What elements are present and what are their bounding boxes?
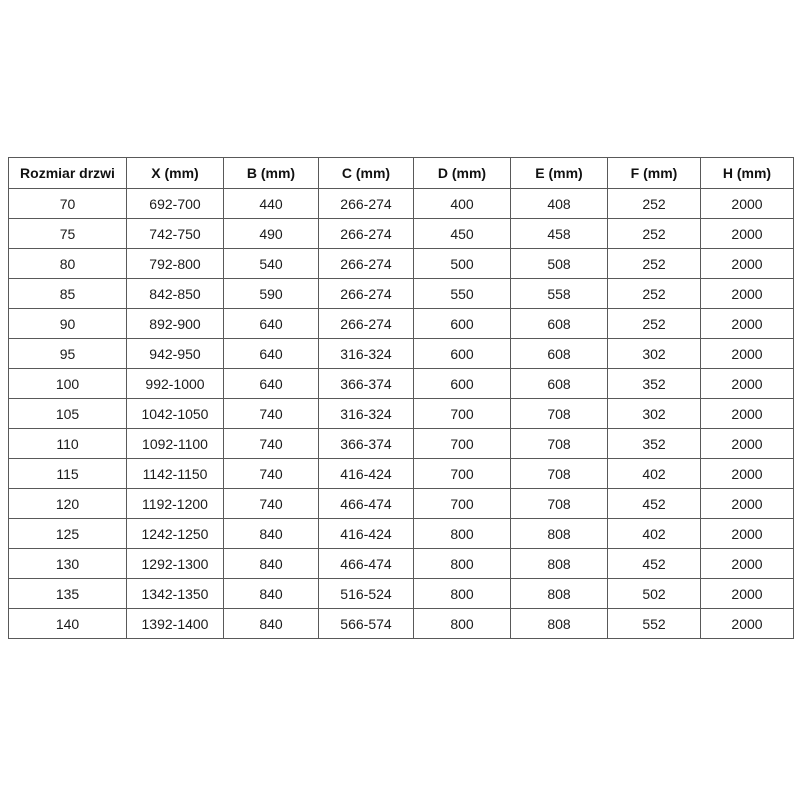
door-size-table	[8, 157, 794, 639]
table-cell: 840	[224, 579, 319, 609]
table-row	[9, 429, 794, 459]
table-cell: 140	[9, 609, 127, 639]
table-cell: 1292-1300	[127, 549, 224, 579]
table-cell: 1242-1250	[127, 519, 224, 549]
table-cell: 500	[414, 249, 511, 279]
table-cell: 808	[511, 579, 608, 609]
table-cell: 1392-1400	[127, 609, 224, 639]
table-cell: 1142-1150	[127, 459, 224, 489]
table-cell: 566-574	[319, 609, 414, 639]
table-cell: 252	[608, 219, 701, 249]
column-header: H (mm)	[701, 158, 794, 189]
table-cell: 1192-1200	[127, 489, 224, 519]
table-cell: 2000	[701, 579, 794, 609]
table-cell: 708	[511, 399, 608, 429]
table-cell: 252	[608, 279, 701, 309]
table-cell: 105	[9, 399, 127, 429]
table-cell: 90	[9, 309, 127, 339]
table-row	[9, 309, 794, 339]
table-row	[9, 549, 794, 579]
table-cell: 2000	[701, 189, 794, 219]
table-cell: 558	[511, 279, 608, 309]
table-cell: 366-374	[319, 429, 414, 459]
table-cell: 352	[608, 429, 701, 459]
table-cell: 590	[224, 279, 319, 309]
table-cell: 2000	[701, 609, 794, 639]
table-cell: 640	[224, 339, 319, 369]
table-cell: 1042-1050	[127, 399, 224, 429]
table-cell: 700	[414, 489, 511, 519]
table-cell: 2000	[701, 459, 794, 489]
column-header: E (mm)	[511, 158, 608, 189]
table-cell: 692-700	[127, 189, 224, 219]
table-row	[9, 489, 794, 519]
table-cell: 552	[608, 609, 701, 639]
table-row	[9, 399, 794, 429]
table-cell: 452	[608, 549, 701, 579]
table-cell: 508	[511, 249, 608, 279]
table-cell: 502	[608, 579, 701, 609]
column-header: B (mm)	[224, 158, 319, 189]
table-cell: 2000	[701, 219, 794, 249]
table-cell: 266-274	[319, 249, 414, 279]
table-cell: 942-950	[127, 339, 224, 369]
table-cell: 2000	[701, 489, 794, 519]
table-cell: 130	[9, 549, 127, 579]
table-cell: 708	[511, 489, 608, 519]
table-cell: 2000	[701, 249, 794, 279]
table-cell: 800	[414, 609, 511, 639]
table-cell: 808	[511, 609, 608, 639]
table-cell: 708	[511, 459, 608, 489]
table-cell: 125	[9, 519, 127, 549]
table-cell: 115	[9, 459, 127, 489]
table-cell: 800	[414, 579, 511, 609]
table-cell: 808	[511, 549, 608, 579]
door-size-table-wrapper	[8, 157, 793, 639]
table-cell: 742-750	[127, 219, 224, 249]
table-cell: 266-274	[319, 189, 414, 219]
table-cell: 700	[414, 429, 511, 459]
table-cell: 100	[9, 369, 127, 399]
table-cell: 80	[9, 249, 127, 279]
table-cell: 600	[414, 339, 511, 369]
table-cell: 516-524	[319, 579, 414, 609]
table-cell: 600	[414, 309, 511, 339]
column-header: D (mm)	[414, 158, 511, 189]
column-header: Rozmiar drzwi	[9, 158, 127, 189]
table-cell: 266-274	[319, 279, 414, 309]
table-header-row	[9, 158, 794, 189]
table-cell: 2000	[701, 369, 794, 399]
table-cell: 700	[414, 459, 511, 489]
table-row	[9, 459, 794, 489]
table-row	[9, 609, 794, 639]
table-cell: 135	[9, 579, 127, 609]
table-cell: 550	[414, 279, 511, 309]
table-cell: 608	[511, 339, 608, 369]
table-cell: 840	[224, 609, 319, 639]
table-cell: 416-424	[319, 459, 414, 489]
table-cell: 2000	[701, 429, 794, 459]
table-cell: 800	[414, 549, 511, 579]
table-row	[9, 219, 794, 249]
table-cell: 352	[608, 369, 701, 399]
table-row	[9, 369, 794, 399]
table-cell: 700	[414, 399, 511, 429]
table-cell: 452	[608, 489, 701, 519]
table-cell: 540	[224, 249, 319, 279]
table-cell: 740	[224, 459, 319, 489]
table-cell: 366-374	[319, 369, 414, 399]
table-cell: 608	[511, 309, 608, 339]
table-cell: 302	[608, 339, 701, 369]
table-cell: 75	[9, 219, 127, 249]
table-body	[9, 189, 794, 639]
table-header	[9, 158, 794, 189]
table-cell: 640	[224, 309, 319, 339]
table-cell: 2000	[701, 399, 794, 429]
table-row	[9, 249, 794, 279]
table-cell: 2000	[701, 279, 794, 309]
table-cell: 1092-1100	[127, 429, 224, 459]
table-cell: 85	[9, 279, 127, 309]
table-cell: 2000	[701, 519, 794, 549]
table-cell: 120	[9, 489, 127, 519]
table-cell: 740	[224, 399, 319, 429]
table-cell: 2000	[701, 309, 794, 339]
column-header: X (mm)	[127, 158, 224, 189]
table-cell: 402	[608, 459, 701, 489]
table-cell: 266-274	[319, 219, 414, 249]
table-cell: 70	[9, 189, 127, 219]
table-cell: 600	[414, 369, 511, 399]
table-cell: 708	[511, 429, 608, 459]
table-cell: 490	[224, 219, 319, 249]
table-cell: 740	[224, 489, 319, 519]
table-row	[9, 519, 794, 549]
table-cell: 1342-1350	[127, 579, 224, 609]
table-cell: 800	[414, 519, 511, 549]
table-row	[9, 339, 794, 369]
table-cell: 402	[608, 519, 701, 549]
table-cell: 450	[414, 219, 511, 249]
table-cell: 608	[511, 369, 608, 399]
table-row	[9, 279, 794, 309]
table-cell: 808	[511, 519, 608, 549]
table-cell: 110	[9, 429, 127, 459]
table-cell: 440	[224, 189, 319, 219]
table-cell: 466-474	[319, 489, 414, 519]
table-cell: 95	[9, 339, 127, 369]
table-cell: 316-324	[319, 399, 414, 429]
table-cell: 316-324	[319, 339, 414, 369]
table-cell: 252	[608, 309, 701, 339]
table-cell: 892-900	[127, 309, 224, 339]
table-cell: 302	[608, 399, 701, 429]
table-cell: 992-1000	[127, 369, 224, 399]
table-cell: 252	[608, 249, 701, 279]
table-cell: 408	[511, 189, 608, 219]
table-cell: 840	[224, 519, 319, 549]
table-cell: 458	[511, 219, 608, 249]
column-header: C (mm)	[319, 158, 414, 189]
table-cell: 792-800	[127, 249, 224, 279]
column-header: F (mm)	[608, 158, 701, 189]
table-cell: 640	[224, 369, 319, 399]
table-cell: 840	[224, 549, 319, 579]
table-cell: 2000	[701, 549, 794, 579]
table-row	[9, 579, 794, 609]
table-cell: 466-474	[319, 549, 414, 579]
table-cell: 2000	[701, 339, 794, 369]
table-cell: 266-274	[319, 309, 414, 339]
table-row	[9, 189, 794, 219]
table-cell: 416-424	[319, 519, 414, 549]
table-cell: 400	[414, 189, 511, 219]
table-cell: 252	[608, 189, 701, 219]
table-cell: 740	[224, 429, 319, 459]
table-cell: 842-850	[127, 279, 224, 309]
